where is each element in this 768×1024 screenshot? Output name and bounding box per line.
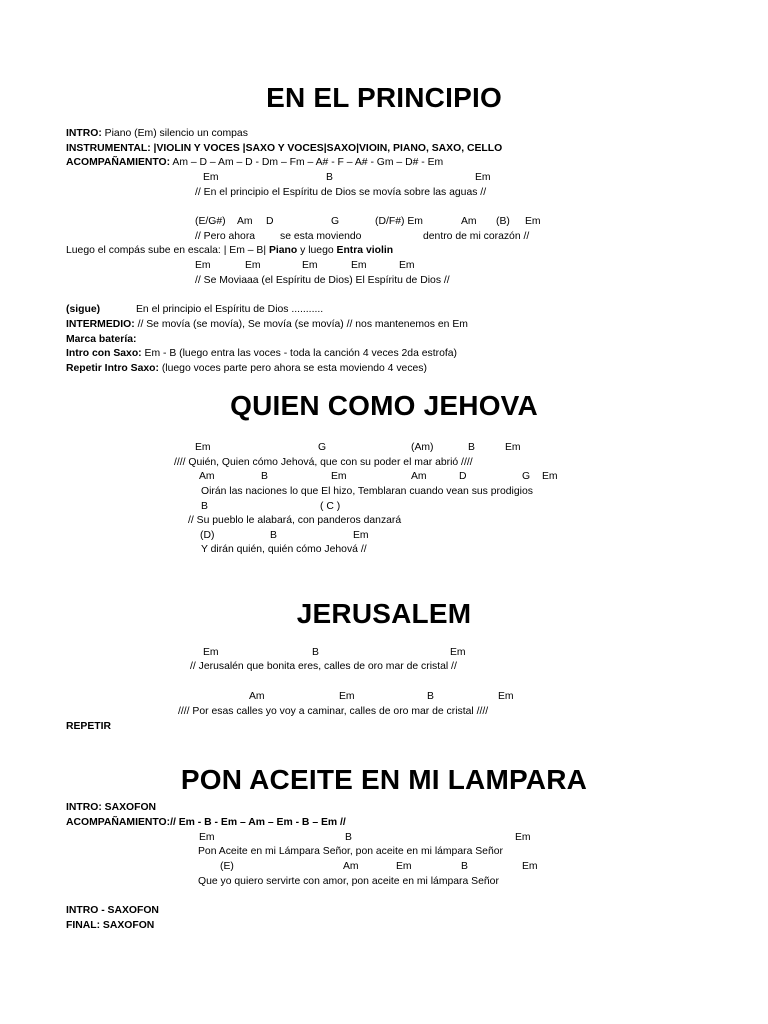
lyric-line: Que yo quiero servirte con amor, pon aceite en mi lámpara Señor <box>198 876 499 887</box>
chord: Em <box>203 172 219 183</box>
chord: Am <box>411 471 427 482</box>
chord: (D/F#) Em <box>375 216 423 227</box>
chord: Em <box>399 260 415 271</box>
chord: Am <box>343 861 359 872</box>
lyric-line: // Su pueblo le alabará, con panderos danzará <box>188 515 402 526</box>
sigue-line: (sigue) <box>66 304 101 315</box>
repetir-saxo-line: Repetir Intro Saxo: (luego voces parte pero ahora se esta moviendo 4 veces) <box>66 363 427 374</box>
acompanamiento-line: ACOMPAÑAMIENTO: Am – D – Am – D - Dm – Fm – A# - F – A# - Gm – D# - Em <box>66 157 444 168</box>
chord: G <box>318 442 327 453</box>
chord: Em <box>351 260 367 271</box>
intro-line: INTRO: SAXOFON <box>66 802 157 813</box>
chord: Em <box>396 861 412 872</box>
chord: B <box>201 501 208 512</box>
lyric-line: // Jerusalén que bonita eres, calles de oro mar de cristal // <box>190 661 457 672</box>
chord: Em <box>203 647 219 658</box>
chord: Em <box>450 647 466 658</box>
chord: B <box>261 471 268 482</box>
chord: (E) <box>220 861 234 872</box>
chord: B <box>270 530 277 541</box>
chord: B <box>326 172 333 183</box>
final-line: FINAL: SAXOFON <box>66 920 155 931</box>
lyric-line: Oirán las naciones lo que El hizo, Temblaran cuando vean sus prodigios <box>201 486 533 497</box>
chord: (D) <box>200 530 215 541</box>
intro-saxo-line: Intro con Saxo: Em - B (luego entra las voces - toda la canción 4 veces 2da estrofa) <box>66 348 457 359</box>
chord: Em <box>353 530 369 541</box>
song-title-quien-como-jehova: QUIEN COMO JEHOVA <box>230 390 538 421</box>
lyric-line: Y dirán quién, quién cómo Jehová // <box>201 544 367 555</box>
chord: Em <box>505 442 521 453</box>
intermedio-line: INTERMEDIO: // Se movía (se movía), Se movía (se movía) // nos mantenemos en Em <box>66 319 468 330</box>
lyric-line: // En el principio el Espíritu de Dios se movía sobre las aguas // <box>195 187 487 198</box>
chord: (B) <box>496 216 510 227</box>
chord: B <box>312 647 319 658</box>
lyric-line: // Se Moviaaa (el Espíritu de Dios) El Espíritu de Dios // <box>195 275 450 286</box>
chord: Am <box>461 216 477 227</box>
chord: Em <box>525 216 541 227</box>
sigue-text: En el principio el Espíritu de Dios ........... <box>136 304 324 315</box>
chord: B <box>427 691 434 702</box>
chord: B <box>468 442 475 453</box>
chord: Am <box>249 691 265 702</box>
intro-line: INTRO: Piano (Em) silencio un compas <box>66 128 248 139</box>
chord: (E/G#) <box>195 216 226 227</box>
repetir-label: REPETIR <box>66 721 112 732</box>
chord: Em <box>331 471 347 482</box>
chord: Em <box>245 260 261 271</box>
song-title-en-el-principio: EN EL PRINCIPIO <box>266 82 502 113</box>
intro-saxofon-line: INTRO - SAXOFON <box>66 905 159 916</box>
chord: Am <box>237 216 253 227</box>
song-title-jerusalem: JERUSALEM <box>296 598 472 629</box>
chord: B <box>345 832 352 843</box>
chord: D <box>459 471 467 482</box>
instrumental-line: INSTRUMENTAL: |VIOLIN Y VOCES |SAXO Y VOCES|SAXO|VIOIN, PIANO, SAXO, CELLO <box>66 143 503 154</box>
chord: (Am) <box>411 442 434 453</box>
chord: Em <box>522 861 538 872</box>
chord: D <box>266 216 274 227</box>
lyric-line: //// Quién, Quien cómo Jehová, que con su poder el mar abrió //// <box>174 457 473 468</box>
chord: Em <box>302 260 318 271</box>
lyric-line: se esta moviendo <box>280 231 362 242</box>
acompanamiento-line: ACOMPAÑAMIENTO:// Em - B - Em – Am – Em - B – Em // <box>66 817 346 828</box>
chord: G <box>331 216 340 227</box>
escala-line: Luego el compás sube en escala: | Em – B| Piano y luego Entra violin <box>66 245 394 256</box>
chord: ( C ) <box>320 501 341 512</box>
lyric-line: // Pero ahora <box>195 231 256 242</box>
chord: Em <box>339 691 355 702</box>
song-title-pon-aceite: PON ACEITE EN MI LAMPARA <box>180 764 588 795</box>
chord: B <box>461 861 468 872</box>
chord: Em <box>542 471 558 482</box>
chord: Em <box>195 442 211 453</box>
chord: Am <box>199 471 215 482</box>
chord: Em <box>199 832 215 843</box>
lyric-line: //// Por esas calles yo voy a caminar, calles de oro mar de cristal //// <box>178 706 489 717</box>
lyric-line: dentro de mi corazón // <box>423 231 530 242</box>
chord: Em <box>498 691 514 702</box>
chord: Em <box>195 260 211 271</box>
chord: G <box>522 471 531 482</box>
chord: Em <box>515 832 531 843</box>
chord: Em <box>475 172 491 183</box>
lyric-line: Pon Aceite en mi Lámpara Señor, pon aceite en mi lámpara Señor <box>198 846 503 857</box>
marca-bateria-line: Marca batería: <box>66 334 137 345</box>
